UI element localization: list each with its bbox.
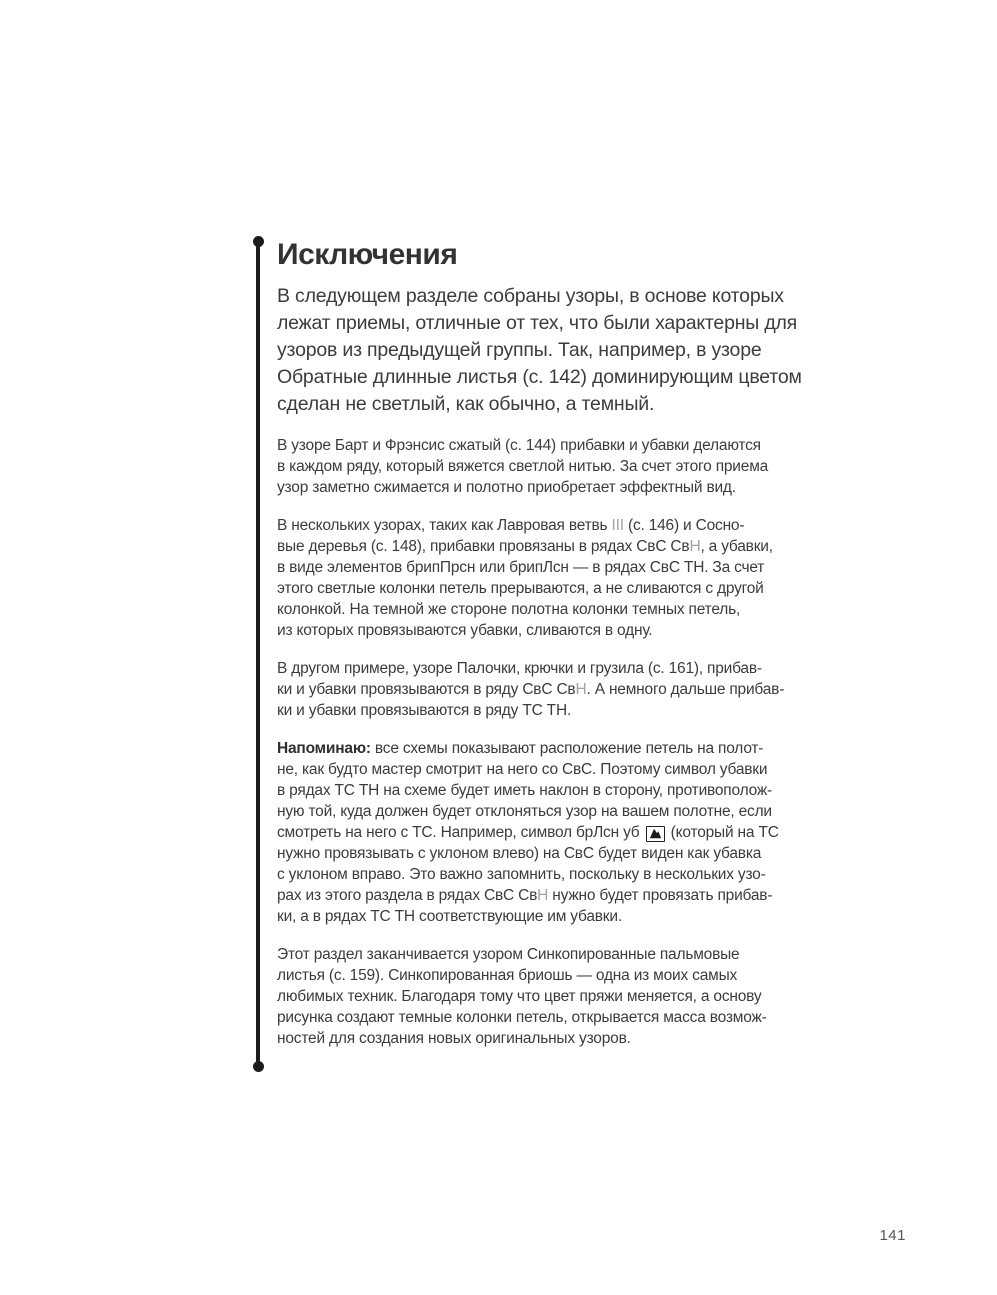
page-number: 141 bbox=[879, 1227, 906, 1244]
page-content bbox=[277, 238, 817, 1049]
intro-line: лежат приемы, отличные от тех, что были характерны для bbox=[277, 312, 798, 334]
body-paragraphs bbox=[277, 435, 817, 1049]
section-heading: Исключения bbox=[277, 238, 458, 271]
paragraph: В другом примере, узоре Палочки, крючки и грузила (с. 161), прибав- ки и убавки провязываются в ряду СвС СвН. А немного дальше прибав- ки и убавки провязываются в ряду ТС ТН. bbox=[277, 660, 785, 719]
intro-line: узоров из предыдущей группы. Так, например, в узоре bbox=[277, 339, 762, 361]
paragraph: В нескольких узорах, таких как Лавровая ветвь III (с. 146) и Сосно- вые деревья (с. 148), прибавки провязаны в рядах СвС СвН, а убавки, в виде элементов брипПрсн или брипЛсн — в рядах СвС ТН. За счет этого светлые колонки петель прерываются, а не сливаются с другой колонкой. На темной же стороне полотна колонки темных петель, из которых провязываются убавки, сливаются в одну. bbox=[277, 517, 773, 639]
paragraph: Напоминаю: все схемы показывают расположение петель на полот- не, как будто мастер смотрит на него со СвС. Поэтому символ убавки в рядах ТС ТН на схеме будет иметь наклон в сторону, противополож- ную той, куда должен будет отклоняться узор на вашем полотне, если смотреть на него с ТС. Например, символ брЛсн уб (который на ТС нужно провязывать с уклоном влево) на СвС будет виден как убавка с уклоном вправо. Это важно запомнить, поскольку в нескольких узо- рах из этого раздела в рядах СвС СвН нужно будет провязать прибав- ки, а в рядах ТС ТН соответствующие им убавки. bbox=[277, 740, 779, 925]
paragraph: В узоре Барт и Фрэнсис сжатый (с. 144) прибавки и убавки делаются в каждом ряду, который вяжется светлой нитью. За счет этого приема узор заметно сжимается и полотно приобретает эффектный вид. bbox=[277, 437, 769, 496]
intro-line: Обратные длинные листья (с. 142) доминирующим цветом bbox=[277, 366, 802, 388]
intro-paragraph bbox=[277, 283, 817, 418]
section-rule bbox=[256, 240, 260, 1068]
brioche-left-decrease-symbol-icon bbox=[646, 826, 665, 842]
intro-line: сделан не светлый, как обычно, а темный. bbox=[277, 393, 655, 415]
intro-line: В следующем разделе собраны узоры, в основе которых bbox=[277, 285, 784, 307]
paragraph: Этот раздел заканчивается узором Синкопированные пальмовые листья (с. 159). Синкопированная бриошь — одна из моих самых любимых техник. Благодаря тому что цвет пряжи меняется, а основу рисунка создают темные колонки петель, открывается масса возмож- ностей для создания новых оригинальных узоров. bbox=[277, 946, 767, 1047]
